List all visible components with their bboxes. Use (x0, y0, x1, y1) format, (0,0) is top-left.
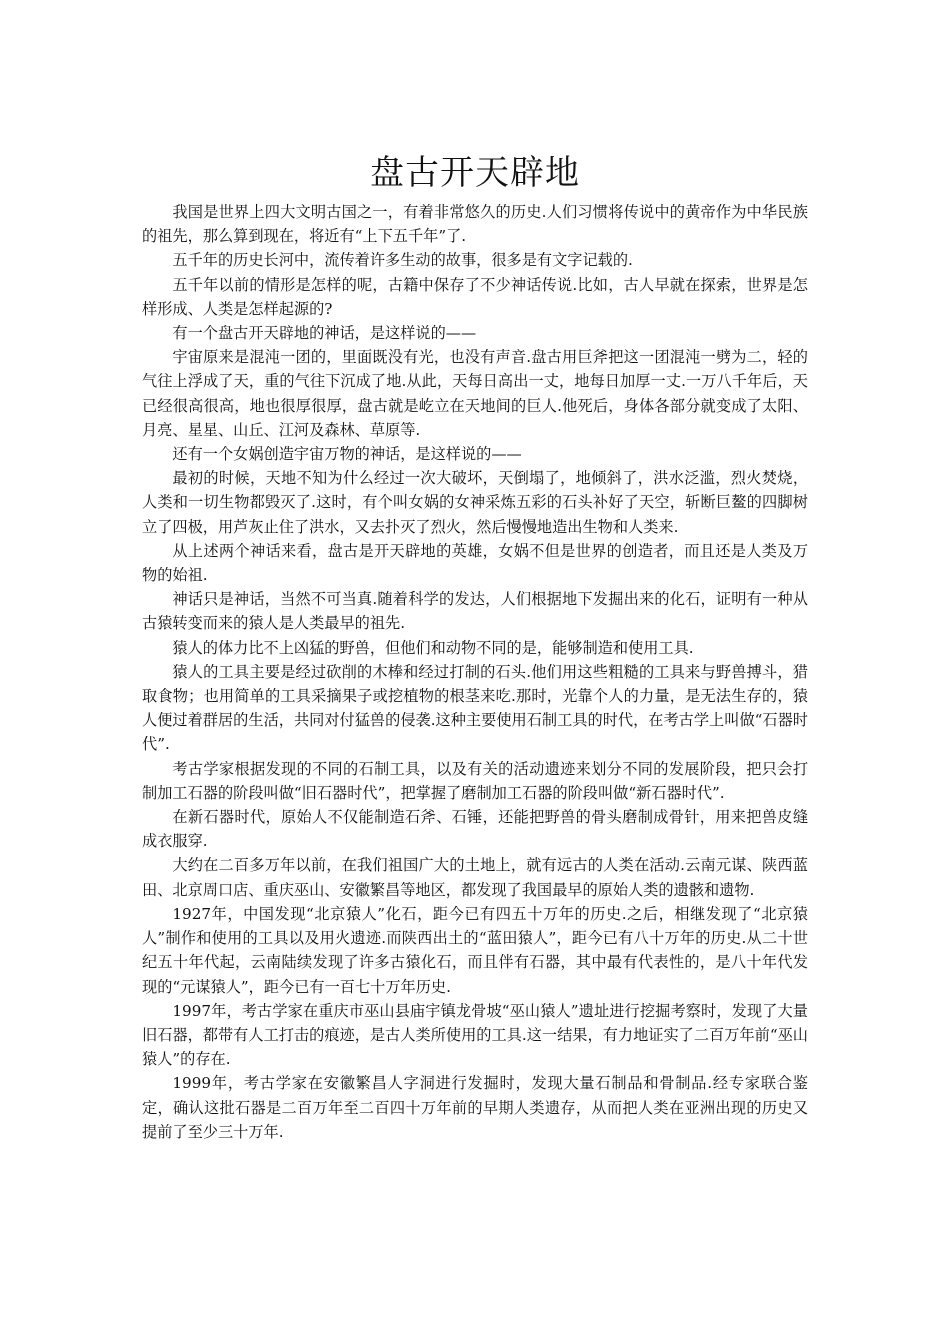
document-title: 盘古开天辟地 (370, 153, 580, 193)
paragraph-4: 有一个盘古开天辟地的神话，是这样说的—— (172, 324, 477, 343)
paragraph-10: 猿人的体力比不上凶猛的野兽，但他们和动物不同的是，能够制造和使用工具. (172, 638, 694, 657)
paragraph-15: 1927年，中国发现“北京猿人”化石，距今已有四五十万年的历史.之后，相继发现了“北京猿人”制作和使用的工具以及用火遗迹.而陕西出土的“蓝田猿人”，距今已有八十万年的历史.从二十世纪五十年代起，云南陆续发现了许多古猿化石，而且伴有石器，其中最有代表性的，是八十年代发现的“元谋猿人”，距今已有一百七十万年历史. (142, 904, 808, 996)
paragraph-3: 五千年以前的情形是怎样的呢，古籍中保存了不少神话传说.比如，古人早就在探索，世界是怎样形成、人类是怎样起源的? (142, 275, 808, 318)
paragraph-16: 1997年，考古学家在重庆市巫山县庙宇镇龙骨坡“巫山猿人”遗址进行挖掘考察时，发现了大量旧石器，都带有人工打击的痕迹，是古人类所使用的工具.这一结果，有力地证实了二百万年前“巫山猿人”的存在. (142, 1001, 808, 1069)
paragraph-13: 在新石器时代，原始人不仅能制造石斧、石锤，还能把野兽的骨头磨制成骨针，用来把兽皮缝成衣服穿. (142, 808, 808, 851)
paragraph-14: 大约在二百多万年以前，在我们祖国广大的土地上，就有远古的人类在活动.云南元谋、陕西蓝田、北京周口店、重庆巫山、安徽繁昌等地区，都发现了我国最早的原始人类的遗骸和遗物. (142, 856, 808, 899)
paragraph-17: 1999年，考古学家在安徽繁昌人字洞进行发掘时，发现大量石制品和骨制品.经专家联合鉴定，确认这批石器是二百万年至二百四十万年前的早期人类遗存，从而把人类在亚洲出现的历史又提前了至少三十万年. (142, 1074, 808, 1141)
paragraph-12: 考古学家根据发现的不同的石制工具，以及有关的活动遗迹来划分不同的发展阶段，把只会打制加工石器的阶段叫做“旧石器时代”，把掌握了磨制加工石器的阶段叫做“新石器时代”. (142, 759, 808, 802)
paragraph-9: 神话只是神话，当然不可当真.随着科学的发达，人们根据地下发掘出来的化石，证明有一种从古猿转变而来的猿人是人类最早的祖先. (142, 590, 808, 633)
paragraph-8: 从上述两个神话来看，盘古是开天辟地的英雄，女娲不但是世界的创造者，而且还是人类及万物的始祖. (142, 541, 808, 585)
paragraph-5: 宇宙原来是混沌一团的，里面既没有光，也没有声音.盘古用巨斧把这一团混沌一劈为二，轻的气往上浮成了天，重的气往下沉成了地.从此，天每日高出一丈，地每日加厚一丈.一万八千年后，天已经很高很高，地也很厚很厚，盘古就是屹立在天地间的巨人.他死后，身体各部分就变成了太阳、月亮、星星、山丘、江河及森林、草原等. (142, 348, 808, 439)
document-page (142, 148, 808, 1144)
paragraph-11: 猿人的工具主要是经过砍削的木棒和经过打制的石头.他们用这些粗糙的工具来与野兽搏斗，猎取食物；也用简单的工具采摘果子或挖植物的根茎来吃.那时，光靠个人的力量，是无法生存的，猿人便过着群居的生活，共同对付猛兽的侵袭.这种主要使用石制工具的时代，在考古学上叫做“石器时代”. (142, 662, 808, 754)
paragraph-6: 还有一个女娲创造宇宙万物的神话，是这样说的—— (172, 445, 522, 464)
paragraph-7: 最初的时候，天地不知为什么经过一次大破坏，天倒塌了，地倾斜了，洪水泛滥，烈火焚烧，人类和一切生物都毁灭了.这时，有个叫女娲的女神采炼五彩的石头补好了天空，斩断巨鳌的四脚树立了四极，用芦灰止住了洪水，又去扑灭了烈火，然后慢慢地造出生物和人类来. (142, 469, 808, 536)
paragraph-2: 五千年的历史长河中，流传着许多生动的故事，很多是有文字记载的. (172, 251, 633, 270)
paragraph-1: 我国是世界上四大文明古国之一，有着非常悠久的历史.人们习惯将传说中的黄帝作为中华民族的祖先，那么算到现在，将近有“上下五千年”了. (142, 203, 808, 246)
